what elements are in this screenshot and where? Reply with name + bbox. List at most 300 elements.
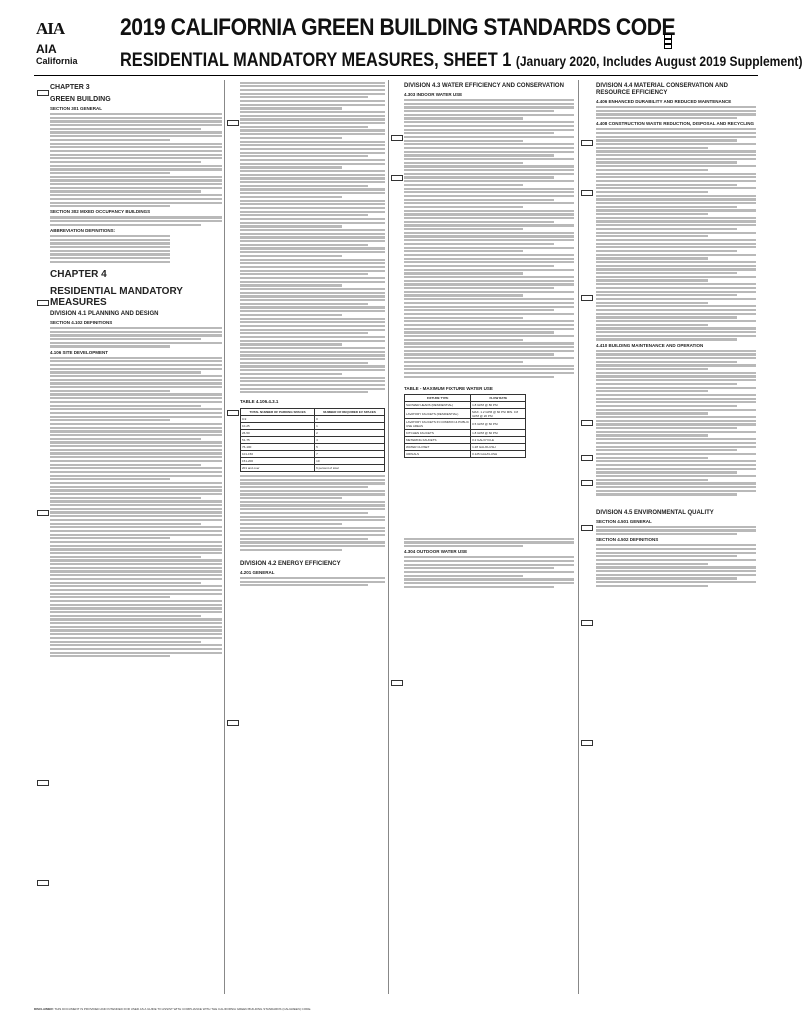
column-divider: [578, 80, 579, 994]
text-line: [596, 209, 756, 211]
text-line: [240, 188, 385, 190]
text-line: [596, 128, 756, 130]
text-line: [404, 180, 574, 182]
text-line: [240, 306, 385, 308]
text-line: [596, 412, 708, 414]
text-line: [50, 489, 222, 491]
text-line: [596, 254, 756, 256]
text-line: [596, 176, 756, 178]
text-line: [596, 169, 708, 171]
text-line: [596, 457, 708, 459]
text-line: [50, 120, 222, 122]
text-line: [50, 574, 222, 576]
text-line: [50, 246, 170, 248]
text-line: [240, 236, 385, 238]
text-line: [596, 475, 756, 477]
text-line: [240, 486, 368, 488]
text-line: [596, 453, 756, 455]
text-line: [240, 251, 385, 253]
chapter-heading: CHAPTER 3: [50, 84, 90, 91]
text-line: [596, 261, 756, 263]
text-line: [596, 585, 708, 587]
gutter-4: [580, 80, 592, 994]
text-line: [240, 211, 385, 213]
table-row: [241, 443, 385, 450]
text-line: [596, 361, 737, 363]
text-line: [240, 96, 368, 98]
text-line: [596, 239, 756, 241]
text-line: [596, 302, 708, 304]
text-line: [240, 362, 368, 364]
text-line: [596, 468, 756, 470]
text-line: [240, 244, 368, 246]
text-line: [596, 566, 756, 568]
text-line: [240, 255, 342, 257]
chapter4-heading: CHAPTER 4: [50, 268, 107, 280]
text-line: [50, 618, 222, 620]
text-line: [596, 243, 756, 245]
subtitle-main: RESIDENTIAL MANDATORY MEASURES, SHEET 1: [120, 50, 512, 71]
text-line: [240, 325, 385, 327]
text-line: [240, 118, 385, 120]
text-line: [240, 225, 342, 227]
text-line: [240, 233, 385, 235]
text-line: [404, 545, 523, 547]
text-line: [596, 555, 737, 557]
text-line: [240, 380, 385, 382]
column-divider: [224, 80, 225, 994]
logo-mark: AIA: [36, 19, 65, 38]
text-line: [50, 515, 222, 517]
text-line: [50, 629, 222, 631]
text-line: [596, 232, 756, 234]
text-line: [404, 228, 523, 230]
table-cell: 2: [315, 429, 385, 436]
margin-marker: [391, 175, 403, 181]
section-heading: 4.408 CONSTRUCTION WASTE REDUCTION, DISPOSAL AND RECYCLING: [596, 121, 755, 127]
text-line: [240, 207, 385, 209]
table-row: [405, 419, 526, 429]
text-line: [50, 607, 222, 609]
text-line: [240, 292, 385, 294]
text-line: [404, 143, 574, 145]
text-line: [240, 377, 385, 379]
table-row: [241, 464, 385, 471]
text-line: [240, 133, 385, 135]
text-line: [404, 221, 554, 223]
text-line: [50, 563, 222, 565]
text-line: [596, 250, 737, 252]
text-line: [596, 224, 756, 226]
legend-swatch: [664, 44, 672, 49]
table-header-cell: FIXTURE TYPE: [405, 395, 471, 402]
text-line: [596, 482, 756, 484]
logo-region: California: [36, 56, 78, 66]
text-line: [596, 398, 756, 400]
text-line: [596, 309, 756, 311]
text-line: [404, 346, 574, 348]
table-header-cell: NUMBER OF REQUIRED EV SPACES: [315, 408, 385, 415]
gutter-2: [226, 80, 238, 994]
text-line: [50, 648, 222, 650]
text-line: [240, 530, 385, 532]
fixture-water-table: [404, 394, 526, 457]
text-line: [240, 115, 385, 117]
text-line: [50, 135, 222, 137]
text-line: [240, 584, 368, 586]
text-line: [596, 387, 756, 389]
text-line: [50, 626, 222, 628]
table-row: [405, 450, 526, 457]
text-line: [50, 261, 170, 263]
text-line: [50, 198, 222, 200]
text-line: [596, 552, 756, 554]
text-line: [404, 538, 574, 540]
text-line: [240, 93, 385, 95]
text-line: [50, 168, 222, 170]
text-line: [596, 143, 756, 145]
text-line: [50, 205, 170, 207]
text-line: [50, 390, 170, 392]
text-line: [596, 559, 756, 561]
text-line: [596, 257, 708, 259]
table-cell: 151-200: [241, 457, 315, 464]
text-line: [404, 247, 574, 249]
text-line: [596, 338, 737, 340]
text-line: [596, 147, 708, 149]
table-title: TABLE 4.106.4.3.1: [240, 399, 279, 405]
text-line: [596, 533, 737, 535]
text-line: [404, 350, 574, 352]
text-line: [596, 442, 756, 444]
text-line: [50, 655, 170, 657]
text-line: [404, 114, 574, 116]
text-line: [404, 188, 574, 190]
text-line: [240, 262, 385, 264]
text-line: [404, 339, 523, 341]
text-line: [50, 467, 222, 469]
text-line: [596, 574, 756, 576]
text-line: [404, 265, 554, 267]
margin-marker: [37, 300, 49, 306]
division-heading: DIVISION 4.3 WATER EFFICIENCY AND CONSERVATION: [404, 83, 564, 89]
text-line: [596, 150, 756, 152]
text-line: [596, 298, 756, 300]
table-row: [405, 409, 526, 419]
text-line: [404, 306, 574, 308]
text-line: [50, 113, 222, 115]
text-line: [596, 106, 756, 108]
text-line: [404, 586, 554, 588]
text-line: [240, 159, 385, 161]
text-line: [240, 266, 385, 268]
page-title: 2019 CALIFORNIA GREEN BUILDING STANDARDS CODE: [120, 14, 676, 41]
text-line: [50, 423, 222, 425]
text-line: [404, 272, 523, 274]
text-line: [404, 287, 554, 289]
text-line: [240, 490, 385, 492]
logo-org: AIA: [36, 42, 57, 56]
text-line: [404, 578, 574, 580]
margin-marker: [37, 90, 49, 96]
text-line: [50, 202, 222, 204]
text-line: [50, 382, 222, 384]
text-line: [50, 224, 201, 226]
text-line: [240, 538, 368, 540]
text-line: [404, 239, 574, 241]
text-line: [50, 345, 170, 347]
text-line: [404, 309, 554, 311]
text-line: [240, 512, 368, 514]
text-line: [240, 577, 385, 579]
text-line: [596, 375, 756, 377]
text-line: [596, 246, 756, 248]
section-heading: ABBREVIATION DEFINITIONS:: [50, 227, 116, 233]
text-line: [50, 559, 222, 561]
text-line: [404, 195, 574, 197]
text-line: [240, 493, 385, 495]
disclaimer: [34, 1008, 756, 1012]
table-cell: 201 and over: [241, 464, 315, 471]
text-line: [50, 456, 222, 458]
text-line: [240, 497, 342, 499]
text-line: [240, 152, 385, 154]
text-line: [240, 185, 368, 187]
section-heading: SECTION 301 GENERAL: [50, 106, 103, 111]
text-line: [50, 482, 222, 484]
text-line: [50, 493, 222, 495]
text-line: [50, 235, 170, 237]
text-line: [404, 564, 574, 566]
text-line: [240, 479, 385, 481]
text-line: [50, 401, 222, 403]
text-line: [404, 99, 574, 101]
text-line: [404, 140, 523, 142]
text-line: [596, 228, 737, 230]
text-line: [240, 545, 385, 547]
text-line: [50, 408, 222, 410]
text-line: [240, 369, 385, 371]
text-line: [240, 384, 385, 386]
text-line: [240, 89, 385, 91]
text-line: [50, 146, 222, 148]
text-line: [50, 508, 222, 510]
text-line: [596, 136, 756, 138]
text-line: [240, 354, 385, 356]
table-cell: LAVATORY FAUCETS (RESIDENTIAL): [405, 409, 471, 419]
text-line: [596, 383, 737, 385]
text-line: [50, 441, 222, 443]
text-line: [404, 106, 574, 108]
text-line: [404, 575, 523, 577]
table-title: TABLE - MAXIMUM FIXTURE WATER USE: [404, 385, 493, 391]
text-line: [240, 336, 385, 338]
text-line: [404, 210, 574, 212]
gutter-1: [36, 80, 48, 994]
text-line: [596, 180, 756, 182]
text-line: [596, 372, 756, 374]
table-cell: 10-25: [241, 422, 315, 429]
text-line: [50, 216, 222, 218]
text-line: [50, 131, 222, 133]
gutter-3: [390, 80, 402, 994]
text-line: [240, 192, 385, 194]
table-cell: URINALS: [405, 450, 471, 457]
text-line: [50, 338, 201, 340]
text-line: [596, 324, 708, 326]
margin-marker: [391, 680, 403, 686]
text-line: [50, 582, 201, 584]
table-cell: 0.2 GAL/CYCLE: [471, 436, 526, 443]
text-line: [50, 504, 222, 506]
table-cell: 0.125 GAL/FLUSH: [471, 450, 526, 457]
text-line: [240, 166, 342, 168]
text-line: [404, 342, 574, 344]
text-line: [240, 155, 368, 157]
text-line: [50, 460, 222, 462]
text-line: [404, 169, 574, 171]
text-line: [404, 173, 574, 175]
text-line: [404, 176, 554, 178]
page-subtitle: [120, 50, 802, 72]
text-line: [50, 600, 222, 602]
text-line: [50, 633, 222, 635]
text-line: [596, 379, 756, 381]
text-line: [240, 504, 385, 506]
text-line: [240, 288, 385, 290]
text-line: [50, 379, 222, 381]
text-line: [596, 394, 756, 396]
text-line: [404, 184, 523, 186]
text-line: [50, 526, 222, 528]
text-line: [50, 548, 222, 550]
division-heading: DIVISION 4.4 MATERIAL CONSERVATION AND RESOURCE EFFICIENCY: [596, 83, 728, 96]
text-line: [596, 401, 756, 403]
text-line: [240, 284, 342, 286]
section-heading: 4.410 BUILDING MAINTENANCE AND OPERATION: [596, 342, 704, 348]
text-line: [596, 390, 708, 392]
text-line: [596, 563, 708, 565]
text-line: [596, 316, 737, 318]
text-line: [596, 460, 756, 462]
text-line: [404, 250, 523, 252]
text-line: [240, 144, 385, 146]
text-line: [596, 283, 756, 285]
text-line: [240, 273, 368, 275]
text-line: [50, 194, 222, 196]
text-line: [596, 132, 756, 134]
text-line: [240, 527, 385, 529]
text-line: [404, 132, 554, 134]
text-line: [404, 276, 574, 278]
text-line: [240, 321, 385, 323]
section-heading: 4.303 INDOOR WATER USE: [404, 92, 463, 97]
text-line: [50, 641, 201, 643]
text-line: [596, 320, 756, 322]
text-line: [240, 391, 368, 393]
text-line: [50, 239, 170, 241]
text-line: [240, 163, 385, 165]
text-line: [404, 232, 574, 234]
text-line: [240, 347, 385, 349]
text-line: [404, 125, 574, 127]
text-line: [596, 213, 708, 215]
column-divider: [388, 80, 389, 994]
subtitle-note: (January 2020, Includes August 2019 Supplement): [515, 53, 802, 69]
text-line: [596, 158, 756, 160]
text-line: [240, 270, 385, 272]
text-line: [240, 181, 385, 183]
text-line: [240, 126, 368, 128]
table-row: [405, 429, 526, 436]
aia-logo: [36, 19, 78, 66]
text-line: [240, 475, 385, 477]
section-heading: 4.406 ENHANCED DURABILITY AND REDUCED MAINTENANCE: [596, 99, 732, 104]
section-heading: SECTION 4.502 DEFINITIONS: [596, 537, 659, 543]
text-line: [50, 250, 170, 252]
text-line: [240, 501, 385, 503]
text-line: [404, 110, 554, 112]
text-line: [404, 121, 574, 123]
text-line: [50, 519, 222, 521]
text-line: [404, 353, 554, 355]
text-line: [50, 364, 222, 366]
text-line: [240, 303, 368, 305]
text-line: [596, 490, 756, 492]
text-line: [240, 259, 385, 261]
text-line: [596, 529, 756, 531]
text-line: [404, 368, 574, 370]
text-line: [596, 305, 756, 307]
text-line: [596, 471, 737, 473]
text-line: [50, 430, 222, 432]
text-line: [50, 139, 170, 141]
table-cell: 1: [315, 422, 385, 429]
text-line: [404, 291, 574, 293]
text-line: [404, 224, 574, 226]
text-line: [596, 446, 756, 448]
text-line: [50, 257, 170, 259]
text-line: [404, 258, 574, 260]
text-line: [404, 191, 574, 193]
text-line: [596, 423, 756, 425]
text-line: [240, 196, 342, 198]
margin-marker: [581, 295, 593, 301]
text-line: [50, 397, 222, 399]
text-line: [240, 122, 385, 124]
text-line: [240, 581, 385, 583]
table-cell: 1.8 GPM @ 60 PSI: [471, 429, 526, 436]
margin-marker: [581, 420, 593, 426]
section-heading: SECTION 302 MIXED OCCUPANCY BUILDINGS: [50, 209, 151, 215]
text-line: [404, 331, 554, 333]
text-line: [596, 195, 756, 197]
column-3: [404, 80, 574, 994]
text-line: [240, 332, 368, 334]
text-line: [240, 170, 385, 172]
text-line: [240, 177, 385, 179]
text-line: [50, 242, 170, 244]
text-line: [404, 324, 574, 326]
text-line: [50, 589, 222, 591]
text-line: [596, 526, 756, 528]
text-line: [596, 202, 756, 204]
text-line: [50, 360, 222, 362]
text-line: [404, 298, 574, 300]
text-line: [240, 295, 385, 297]
text-line: [50, 427, 222, 429]
table-cell: 4: [315, 436, 385, 443]
